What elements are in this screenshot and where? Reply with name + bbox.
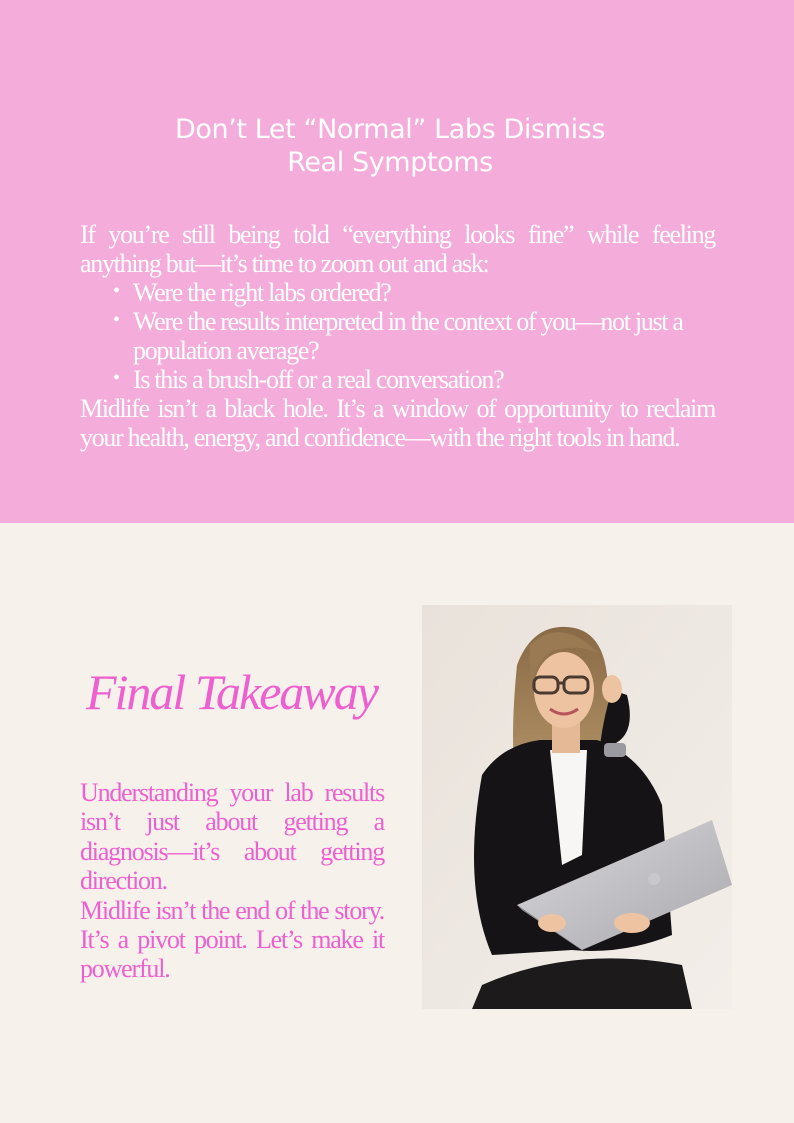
question-list (80, 278, 715, 394)
title-line-1: Don’t Let “Normal” Labs Dismiss (174, 114, 606, 145)
title-line-2: Real Symptoms (287, 147, 493, 178)
takeaway-paragraph-2: Midlife isn’t the end of the story. It’s a pivot point. Let’s make it powerful. (80, 895, 384, 984)
takeaway-text-block (80, 778, 384, 984)
closing-paragraph: Midlife isn’t a black hole. It’s a window of opportunity to reclaim your health, energy, and confidence—with the right tools in hand. (80, 394, 715, 452)
intro-text-block (80, 220, 715, 452)
header-band (0, 0, 794, 523)
portrait-illustration (422, 605, 732, 1009)
page-title (80, 113, 700, 179)
question-item: • Is this a brush-off or a real conversation? (133, 365, 715, 394)
question-item: • Were the results interpreted in the context of you—not just a population average? (133, 307, 715, 365)
question-item: • Were the right labs ordered? (133, 278, 715, 307)
takeaway-title: Final Takeaway (86, 664, 377, 720)
portrait-photo (422, 605, 732, 1009)
intro-paragraph: If you’re still being told “everything looks fine” while feeling anything but—it’s time to zoom out and ask: (80, 220, 715, 278)
takeaway-paragraph-1: Understanding your lab results isn’t just about getting a diagnosis—it’s about getting direction. (80, 778, 384, 896)
